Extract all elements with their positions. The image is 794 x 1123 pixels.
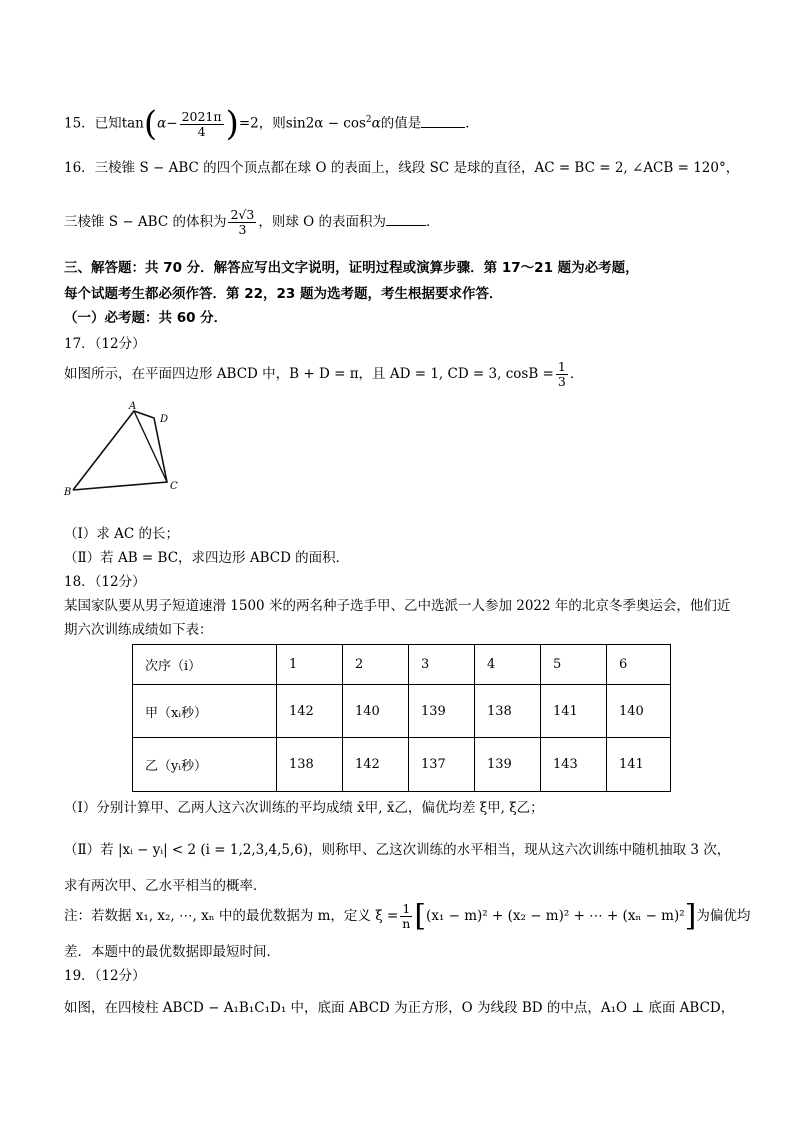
- answer-blank-16[interactable]: [386, 213, 426, 226]
- table-row: 乙（yᵢ秒） 138 142 137 139 143 141: [133, 738, 671, 792]
- right-paren: ): [225, 104, 239, 144]
- q18-part2b: 求有两次甲、乙水平相当的概率．: [64, 878, 267, 894]
- left-paren: (: [143, 104, 158, 144]
- label-d: D: [160, 414, 169, 425]
- q18-header: 18．（12分）: [64, 574, 146, 590]
- answer-blank-15[interactable]: [421, 115, 465, 128]
- q18-part2a: （Ⅱ）若 |xᵢ − yᵢ| < 2 (i = 1,2,3,4,5,6)，则称甲、乙这次训练的水平相当，现从这六次训练中随机抽取 3 次，: [64, 842, 731, 858]
- table-row: 甲（xᵢ秒） 142 140 139 138 141 140: [133, 685, 671, 738]
- volume-fraction: $\frac{2√3}{3}$: [230, 207, 255, 237]
- question-16-line1: 16．三棱锥 S − ABC 的四个顶点都在球 O 的表面上，线段 SC 是球的直径，AC = BC = 2, ∠ACB = 120°，: [64, 160, 740, 176]
- q18-note-line2: 差．本题中的最优数据即最短时间．: [64, 944, 280, 960]
- scores-table: [132, 644, 671, 792]
- q18-note: 注：若数据 x₁, x₂, ⋯, xₙ 中的最优数据为 m，定义 ξ = $\frac{1}{n}$ [(x₁ − m)² + (x₂ − m)² + ⋯ + (xₙ − m)²]为偏优均: [64, 898, 751, 934]
- q17-part2: （Ⅱ）若 AB = BC，求四边形 ABCD 的面积．: [64, 550, 350, 566]
- q19-header: 19．（12分）: [64, 968, 146, 984]
- label-a: A: [129, 401, 137, 412]
- quadrilateral-figure: [60, 398, 200, 508]
- label-c: C: [170, 481, 178, 492]
- table-header-row: 次序（i） 1 2 3 4 5 6: [133, 645, 671, 685]
- q19-stem: 如图，在四棱柱 ABCD − A₁B₁C₁D₁ 中，底面 ABCD 为正方形，O 为线段 BD 的中点，A₁O ⊥ 底面 ABCD，: [64, 1000, 735, 1016]
- section-3-line3: （一）必考题：共 60 分．: [64, 310, 228, 326]
- question-15: 15．已知tan(α− $\frac{2021\pi}{4}$ )=2，则$\sin 2\alpha - \cos^2\alpha$的值是 ．: [64, 104, 479, 144]
- cos-fraction: $\frac{1}{3}$: [557, 359, 566, 389]
- note-fraction: $\frac{1}{n}$: [402, 901, 411, 931]
- section-3-line1: 三、解答题：共 70 分．解答应写出文字说明，证明过程或演算步骤．第 17～21 题为必考题，: [64, 260, 639, 276]
- q17-header: 17．（12分）: [64, 336, 146, 352]
- q18-stem2: 期六次训练成绩如下表：: [64, 622, 213, 638]
- section-3-line2: 每个试题考生都必须作答．第 22，23 题为选考题，考生根据要求作答．: [64, 286, 503, 302]
- q18-stem1: 某国家队要从男子短道速滑 1500 米的两名种子选手甲、乙中选派一人参加 2022 年的北京冬季奥运会，他们近: [64, 598, 731, 614]
- q17-part1: （Ⅰ）求 AC 的长；: [64, 526, 179, 542]
- q18-part1: （Ⅰ）分别计算甲、乙两人这六次训练的平均成绩 x̄甲, x̄乙，偏优均差 ξ甲, ξ乙；: [64, 800, 544, 816]
- q15-fraction: $\frac{2021\pi}{4}$: [181, 108, 222, 139]
- q15-number: 15．已知: [64, 115, 122, 132]
- q17-stem: 如图所示，在平面四边形 ABCD 中，B + D = π，且 AD = 1, CD = 3, cosB = $\frac{1}{3}$ ．: [64, 359, 584, 389]
- question-16-line2: 三棱锥 S − ABC 的体积为 $\frac{2√3}{3}$ ，则球 O 的表面积为 ．: [64, 207, 440, 237]
- label-b: B: [64, 487, 72, 498]
